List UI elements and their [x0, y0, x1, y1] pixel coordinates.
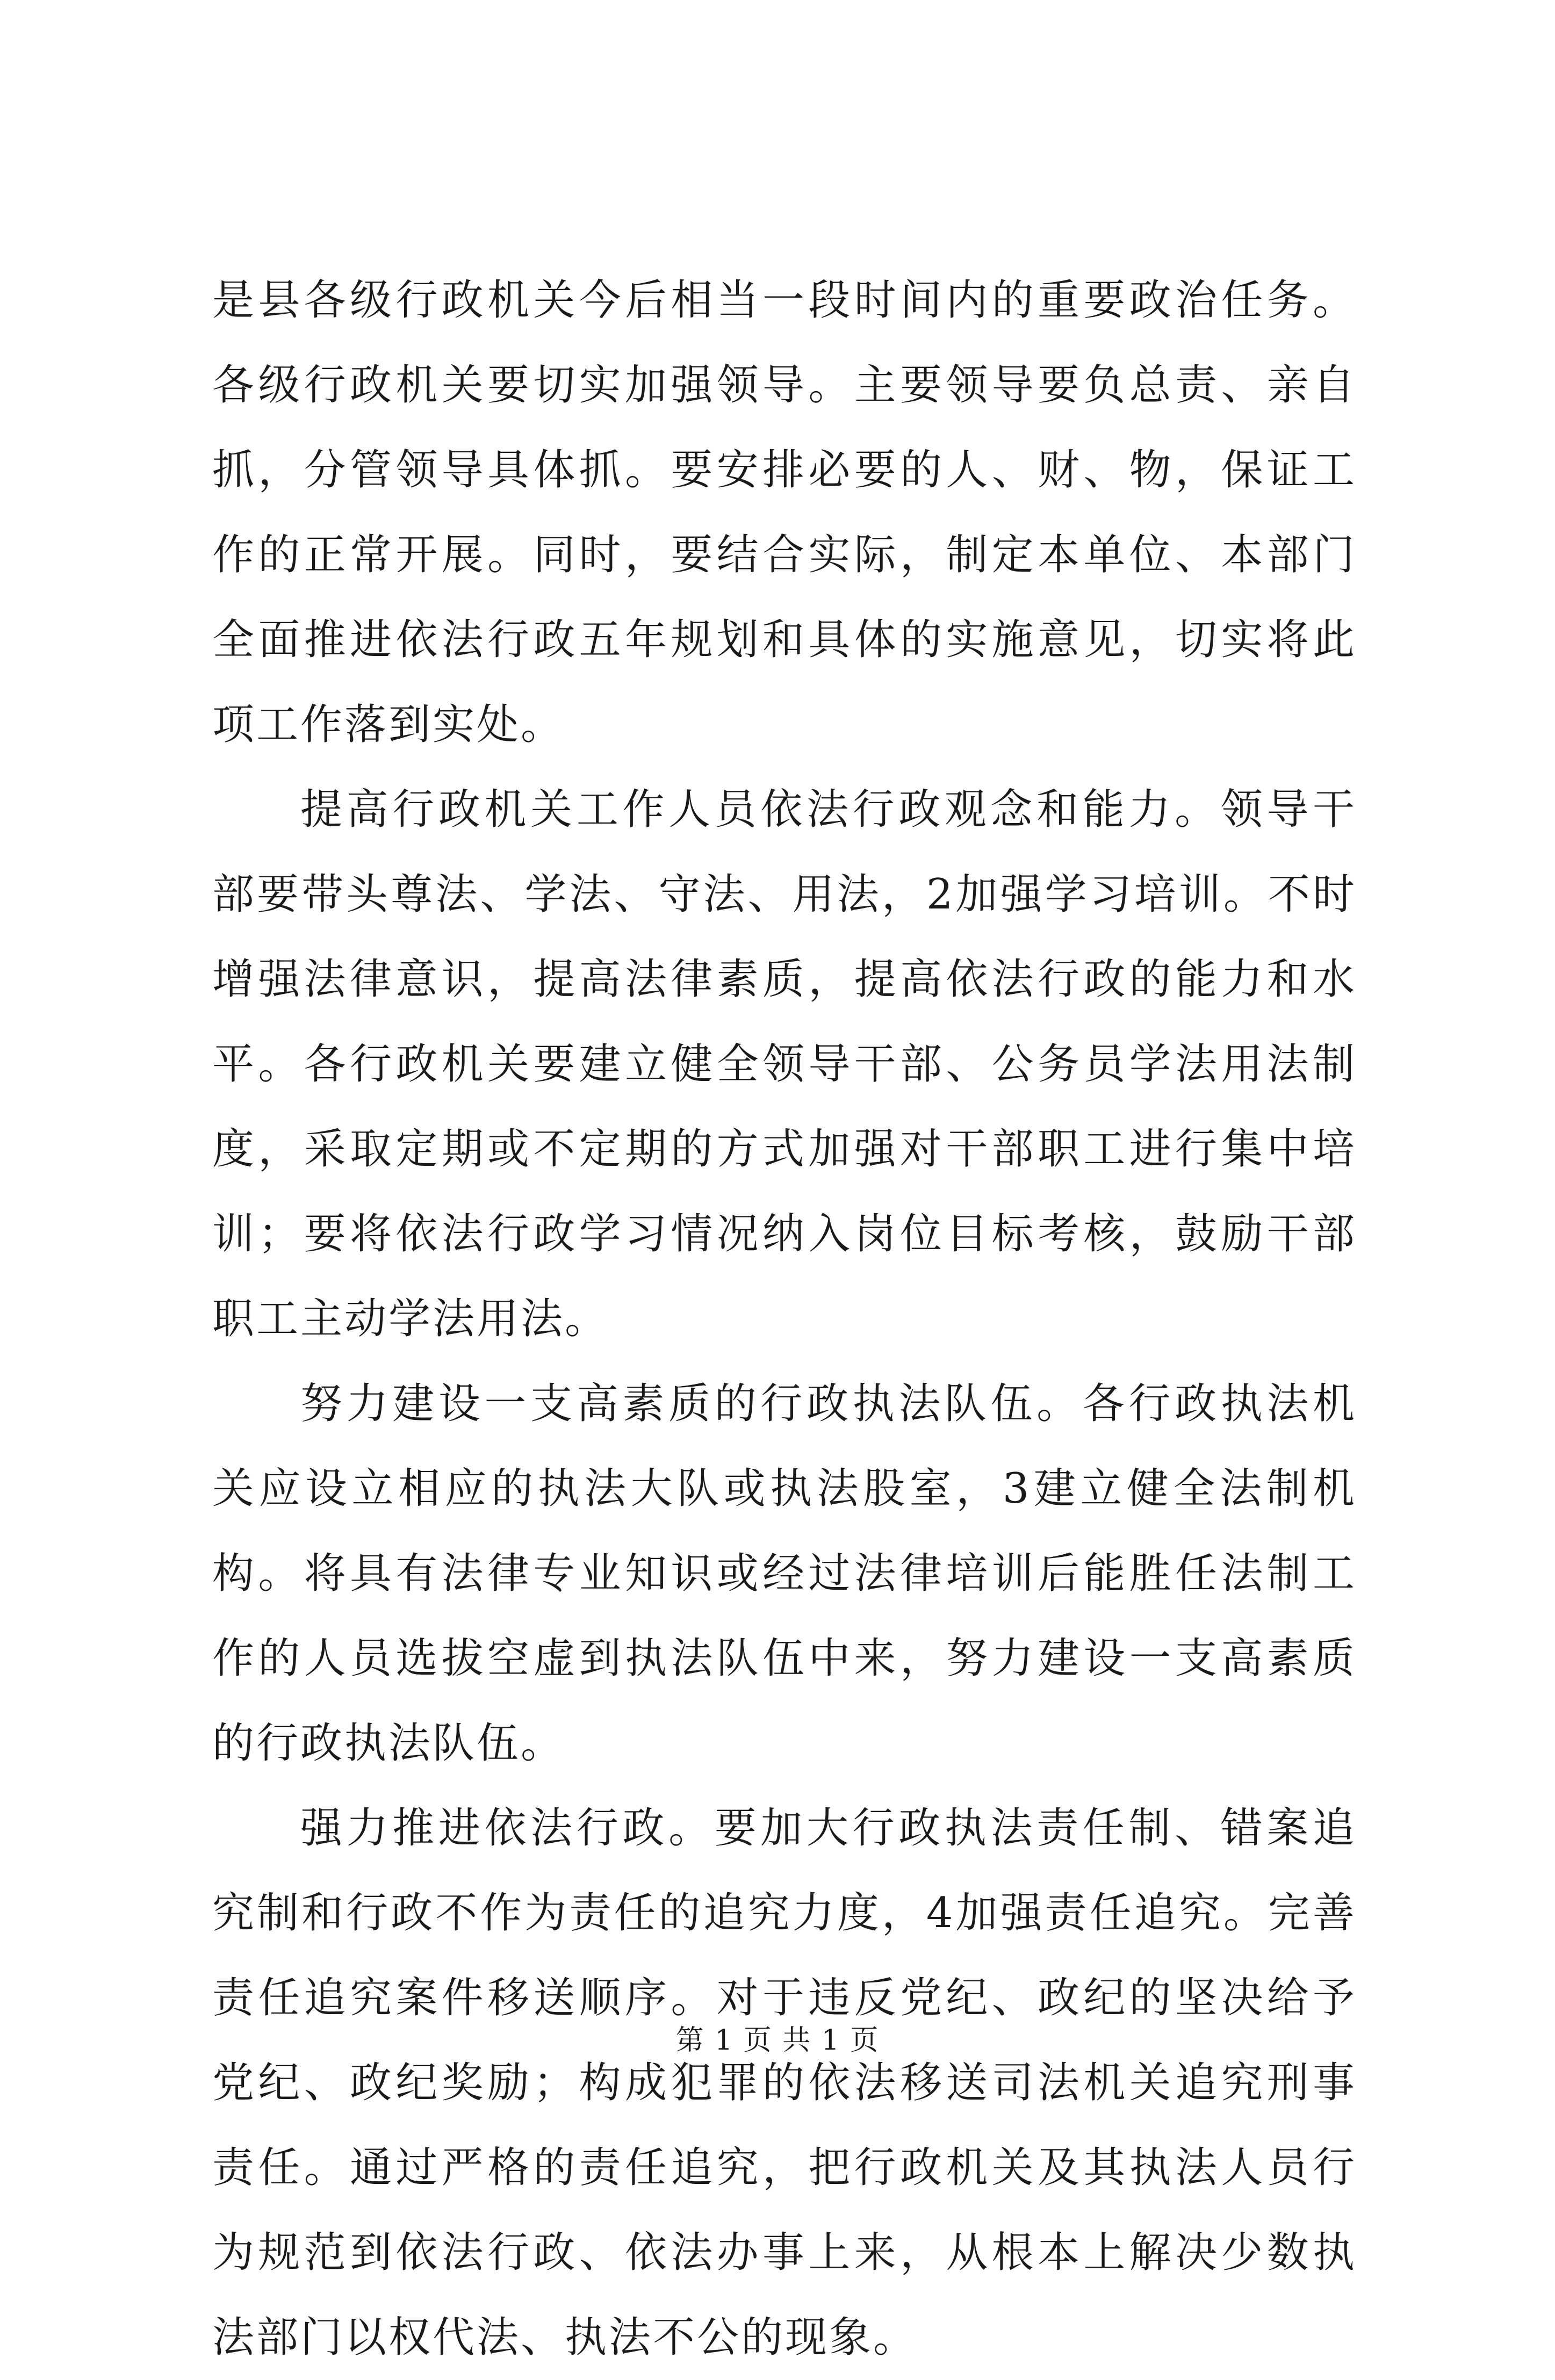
paragraph-2: 提高行政机关工作人员依法行政观念和能力。领导干部要带头尊法、学法、守法、用法，2加强学习培训。不时增强法律意识，提高法律素质，提高依法行政的能力和水平。各行政机关要建立健全领导干部、公务员学法用法制度，采取定期或不定期的方式加强对干部职工进行集中培训；要将依法行政学习情况纳入岗位目标考核，鼓励干部职工主动学法用法。: [212, 785, 1357, 1343]
paragraph-4: 强力推进依法行政。要加大行政执法责任制、错案追究制和行政不作为责任的追究力度，4加强责任追究。完善责任追究案件移送顺序。对于违反党纪、政纪的坚决给予党纪、政纪奖励；构成犯罪的依法移送司法机关追究刑事责任。通过严格的责任追究，把行政机关及其执法人员行为规范到依法行政、依法办事上来，从根本上解决少数执法部门以权代法、执法不公的现象。: [212, 1804, 1357, 2362]
document-body: [212, 258, 1357, 2380]
paragraph-3: 努力建设一支高素质的行政执法队伍。各行政执法机关应设立相应的执法大队或执法股室，3建立健全法制机构。将具有法律专业知识或经过法律培训后能胜任法制工作的人员选拔空虚到执法队伍中来，努力建设一支高素质的行政执法队伍。: [212, 1380, 1357, 1768]
paragraph-1: 是县各级行政机关今后相当一段时间内的重要政治任务。各级行政机关要切实加强领导。主要领导要负总责、亲自抓，分管领导具体抓。要安排必要的人、财、物，保证工作的正常开展。同时，要结合实际，制定本单位、本部门全面推进依法行政五年规划和具体的实施意见，切实将此项工作落到实处。: [212, 276, 1357, 749]
page-number-footer: 第 1 页 共 1 页: [675, 2024, 880, 2057]
